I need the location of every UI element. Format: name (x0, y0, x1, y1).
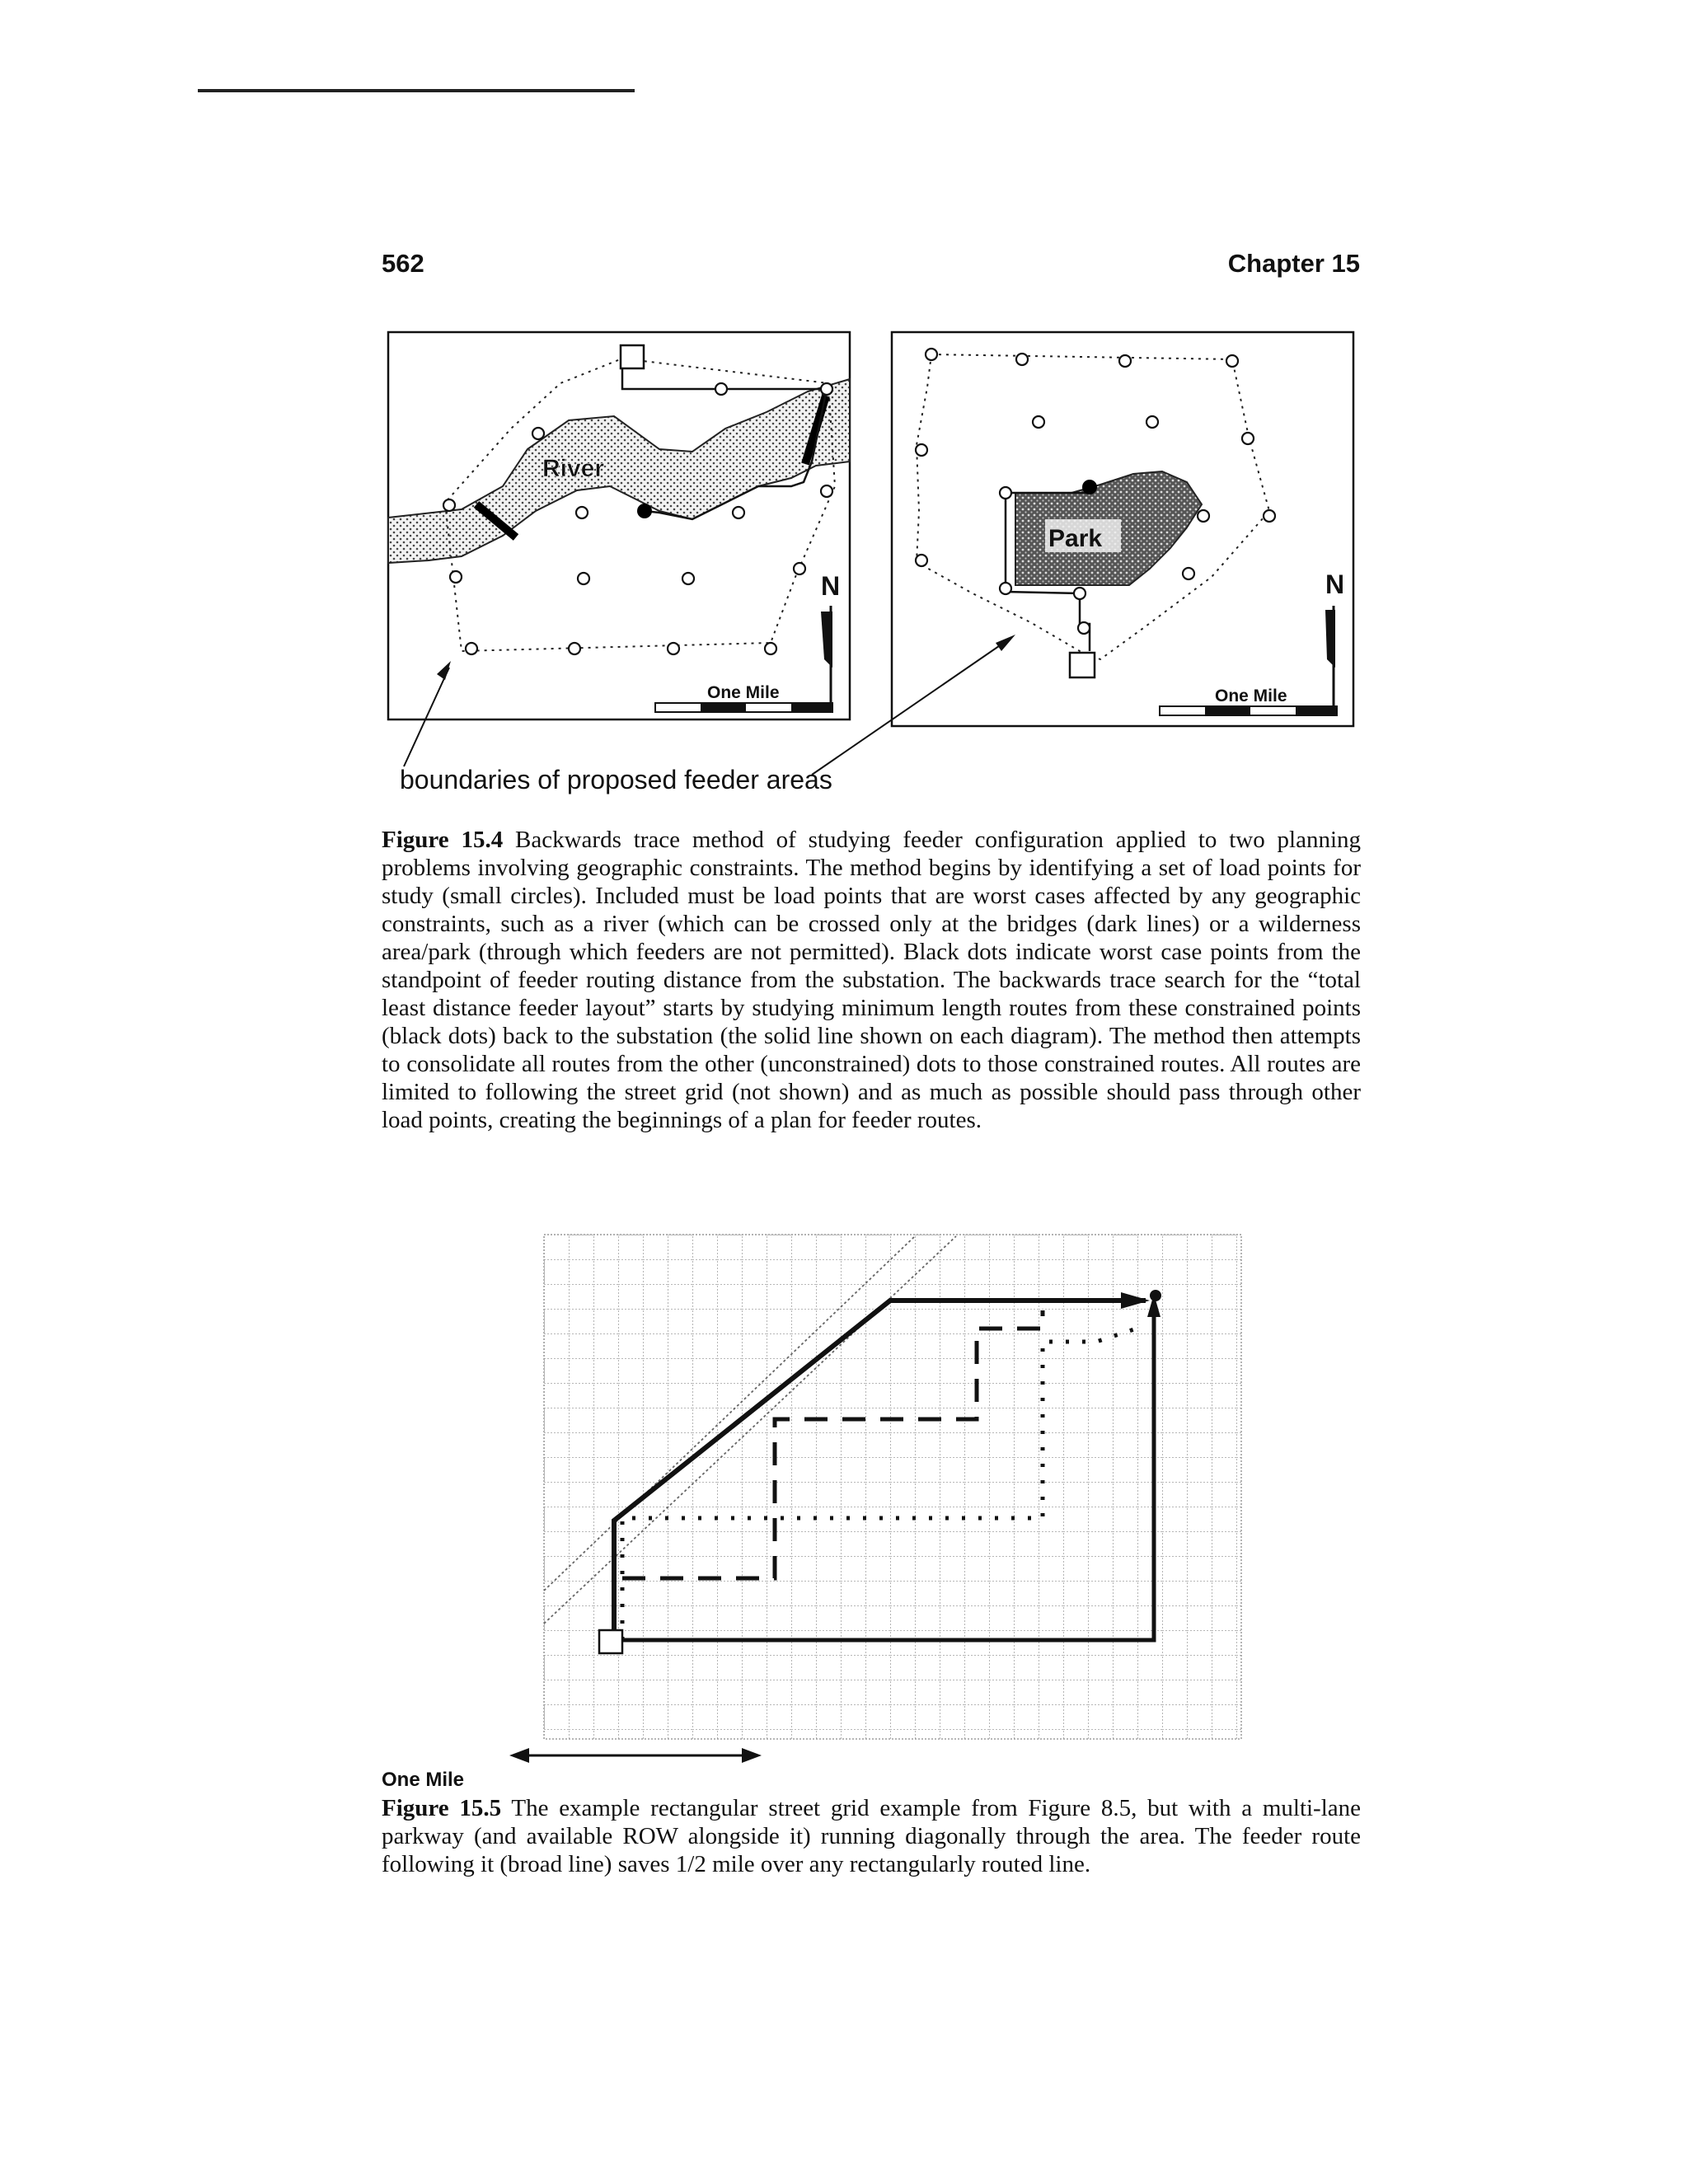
river-label: River (542, 455, 605, 482)
right-scale-label: One Mile (1215, 687, 1287, 705)
left-substation (621, 345, 644, 368)
callout-label: boundaries of proposed feeder areas (400, 765, 832, 794)
left-scale-bar (655, 683, 832, 712)
figure-15-5-caption (382, 1794, 1361, 1878)
figure-15-4-label: Figure 15.4 (382, 827, 504, 853)
right-north-arrow (1325, 569, 1344, 710)
fig155-grid-figure (382, 1235, 1241, 1791)
park-label: Park (1048, 525, 1103, 552)
figure-15-4-text: Backwards trace method of studying feeder configuration applied to two planning problems involving geographic constraints. The method begins by identifying a set of load points for study (small circles). Included must be load points that are worst cases affected by any geographic constraints, such as a river (which can be crossed only at the bridges (dark lines) or a wilderness area/park (through which feeders are not permitted). Black dots indicate worst case points from the standpoint of feeder routing distance from the substation. The backwards trace search for the “total least distance feeder layout” starts by studying minimum length routes from these constrained points (black dots) back to the substation (the solid line shown on each diagram). The method then attempts to consolidate all routes from the other (unconstrained) dots to those constrained routes. All routes are limited to following the street grid (not shown) and as much as possible should pass through other load points, creating the beginnings of a plan for feeder routes. (382, 827, 1362, 1133)
fig154-right-panel (892, 332, 1353, 726)
grid-scale-arrow (382, 1748, 762, 1791)
figure-15-5-text: The example rectangular street grid example from Figure 8.5, but with a multi-lane parkway (and available ROW alongside it) running diagonally through the area. The feeder route following it (broad line) saves 1/2 mile over any rectangularly routed line. (382, 1795, 1362, 1877)
grid-substation (599, 1630, 622, 1653)
grid-scale-label: One Mile (382, 1769, 465, 1791)
right-north-label: N (1325, 569, 1345, 599)
river-shape (388, 379, 850, 563)
left-scale-label: One Mile (707, 683, 780, 702)
left-worst-case-point (637, 504, 652, 518)
figure-15-5-label: Figure 15.5 (382, 1795, 502, 1821)
fig154-left-panel (388, 332, 850, 719)
left-north-label: N (821, 571, 841, 601)
fig154-callout (400, 635, 1015, 794)
right-substation (1070, 653, 1095, 677)
left-north-arrow (821, 571, 840, 705)
page-number: 562 (382, 249, 424, 278)
right-scale-bar (1160, 687, 1337, 715)
right-worst-case-point (1082, 480, 1097, 494)
figure-15-4-caption (382, 826, 1361, 1134)
chapter-label: Chapter 15 (1227, 249, 1360, 278)
